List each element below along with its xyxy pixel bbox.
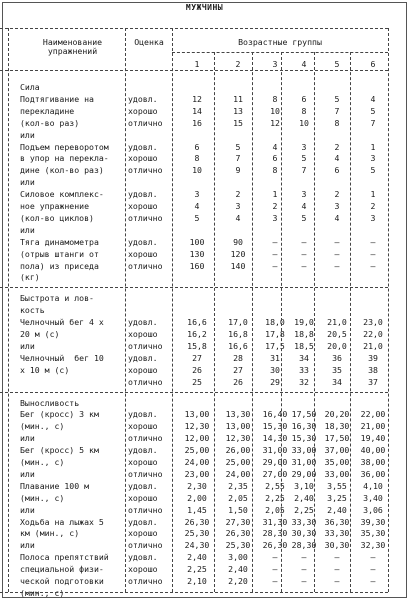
exercise-cell: Челночный бег 10	[20, 352, 104, 363]
value-cell: 3	[194, 189, 200, 200]
value-cell: 2,30	[187, 480, 207, 491]
grade-cell: хорошо	[128, 492, 158, 503]
value-cell: 13,00	[225, 421, 251, 432]
grade-cell: хорошо	[128, 421, 158, 432]
value-cell: 130	[189, 248, 205, 259]
exercise-cell: или	[20, 504, 35, 515]
grade-cell: отлично	[128, 468, 163, 479]
value-cell: 3	[301, 189, 307, 200]
value-cell: –	[370, 564, 376, 575]
exercise-cell: 20 м (с)	[20, 329, 60, 339]
exercise-cell: Силовое комплекс-	[20, 189, 104, 200]
value-cell: 7	[301, 165, 307, 176]
value-cell: 28,30	[262, 528, 288, 539]
value-cell: –	[334, 236, 340, 247]
value-cell: –	[334, 576, 340, 586]
value-cell: 28,30	[291, 540, 317, 551]
value-cell: 2,25	[265, 492, 285, 503]
grade-cell: удовл.	[128, 236, 158, 247]
grade-cell: хорошо	[128, 364, 158, 375]
value-cell: 2,20	[228, 576, 248, 586]
value-cell: –	[272, 552, 278, 563]
value-cell: –	[370, 576, 376, 586]
column-rule	[350, 52, 351, 592]
value-cell: –	[370, 248, 376, 259]
value-cell: 2,40	[187, 552, 207, 563]
value-cell: 1,45	[187, 504, 207, 515]
value-cell: 7	[235, 153, 241, 164]
value-cell: 2,00	[187, 492, 207, 503]
grade-cell: удовл.	[128, 516, 158, 527]
value-cell: 17,0	[228, 317, 248, 328]
value-cell: 2,40	[327, 504, 347, 515]
grade-cell: хорошо	[128, 248, 158, 259]
value-cell: 20,20	[324, 409, 350, 420]
exercise-cell: (мин., с)	[20, 587, 65, 598]
value-cell: 17,50	[291, 409, 317, 420]
value-cell: 26,30	[225, 528, 251, 539]
grade-cell: отлично	[128, 260, 163, 271]
value-cell: 32,30	[360, 540, 386, 551]
value-cell: 5	[194, 212, 200, 223]
age-group-header: 5	[334, 59, 340, 69]
value-cell: 3,25	[327, 492, 347, 503]
value-cell: 25	[192, 376, 202, 387]
value-cell: 38	[368, 364, 378, 375]
value-cell: 12	[192, 93, 202, 104]
value-cell: 28	[233, 352, 243, 363]
value-cell: 3	[370, 212, 376, 223]
grade-cell: хорошо	[128, 528, 158, 539]
grade-cell: хорошо	[128, 457, 158, 467]
column-rule	[314, 52, 315, 592]
exercise-cell: Быстрота и лов-	[20, 293, 94, 304]
value-cell: 8	[334, 117, 340, 128]
value-cell: 6	[301, 93, 307, 104]
value-cell: 1	[370, 189, 376, 200]
grade-cell: удовл.	[128, 445, 158, 456]
value-cell: 26	[192, 364, 202, 375]
column-rule	[281, 52, 282, 592]
column-rule	[214, 52, 215, 592]
column-rule	[125, 28, 126, 592]
value-cell: 12,30	[225, 433, 251, 444]
exercise-cell: (кол-во раз)	[20, 117, 80, 128]
value-cell: 13,30	[225, 409, 251, 420]
value-cell: 5	[301, 153, 307, 164]
grade-cell: удовл.	[128, 352, 158, 363]
exercise-cell: кость	[20, 305, 45, 316]
value-cell: 31,00	[291, 457, 317, 467]
value-cell: 29,00	[262, 457, 288, 467]
value-cell: –	[370, 552, 376, 563]
value-cell: 16,40	[262, 409, 288, 420]
grade-cell: удовл.	[128, 317, 158, 328]
exercise-cell: Подтягивание на	[20, 93, 94, 104]
value-cell: 21,0	[327, 317, 347, 328]
value-cell: 9	[235, 165, 241, 176]
value-cell: 24,00	[184, 457, 210, 467]
column-rule	[252, 52, 253, 592]
value-cell: 17,8	[265, 329, 285, 339]
value-cell: 27,00	[262, 468, 288, 479]
value-cell: 31	[270, 352, 280, 363]
value-cell: 2	[370, 201, 376, 211]
value-cell: 2,10	[187, 576, 207, 586]
value-cell: –	[301, 552, 307, 563]
value-cell: –	[370, 236, 376, 247]
value-cell: 2,25	[294, 504, 314, 515]
value-cell: 25,30	[225, 540, 251, 551]
table-bottom-rule	[0, 592, 388, 593]
value-cell: –	[272, 260, 278, 271]
exercise-cell: или	[20, 468, 35, 479]
value-cell: 2,05	[228, 492, 248, 503]
value-cell: 3	[334, 201, 340, 211]
value-cell: 37,00	[324, 445, 350, 456]
value-cell: 2,25	[187, 564, 207, 575]
value-cell: 2	[334, 189, 340, 200]
grade-cell: отлично	[128, 212, 163, 223]
grade-cell: отлично	[128, 540, 163, 551]
value-cell: –	[334, 552, 340, 563]
grade-cell: отлично	[128, 576, 163, 586]
exercise-cell: Сила	[20, 82, 40, 92]
grade-cell: хорошо	[128, 201, 158, 211]
value-cell: 2,40	[294, 492, 314, 503]
value-cell: 21,0	[363, 340, 383, 351]
grade-cell: удовл.	[128, 189, 158, 200]
value-cell: 6	[334, 165, 340, 176]
value-cell: 5	[370, 165, 376, 176]
value-cell: 4	[334, 153, 340, 164]
value-cell: 35,30	[360, 528, 386, 539]
exercise-cell: Полоса препятствий	[20, 552, 109, 563]
exercise-cell: (мин., с)	[20, 457, 65, 467]
value-cell: 33,30	[291, 516, 317, 527]
exercise-cell: х 10 м (с)	[20, 364, 70, 375]
value-cell: 6	[194, 141, 200, 152]
header-top-rule	[0, 28, 388, 29]
header-grade-label: Оценка	[134, 37, 164, 47]
exercise-cell: Подъем переворотом	[20, 141, 109, 152]
value-cell: 4	[235, 212, 241, 223]
exercise-cell: или	[20, 224, 35, 235]
value-cell: 22,00	[360, 409, 386, 420]
value-cell: 100	[189, 236, 205, 247]
header-bottom-rule	[0, 70, 388, 71]
value-cell: 34	[299, 352, 309, 363]
value-cell: 31,00	[262, 445, 288, 456]
value-cell: 160	[189, 260, 205, 271]
value-cell: 33,00	[291, 445, 317, 456]
value-cell: 29,00	[291, 468, 317, 479]
grade-cell: хорошо	[128, 105, 158, 116]
value-cell: 3,55	[327, 480, 347, 491]
value-cell: 140	[230, 260, 246, 271]
value-cell: 3,10	[294, 480, 314, 491]
value-cell: 12,00	[184, 433, 210, 444]
value-cell: 26,30	[184, 516, 210, 527]
value-cell: 40,00	[360, 445, 386, 456]
value-cell: 16,8	[228, 329, 248, 339]
value-cell: 10	[192, 165, 202, 176]
exercise-cell: км (мин., с)	[20, 528, 80, 539]
exercise-cell: пола) из приседа	[20, 260, 99, 271]
age-group-header: 1	[194, 59, 200, 69]
value-cell: –	[370, 260, 376, 271]
value-cell: 15,30	[262, 421, 288, 432]
exercise-cell: Плавание 100 м	[20, 480, 90, 491]
value-cell: 18,8	[294, 329, 314, 339]
exercise-cell: (отрыв штанги от	[20, 248, 99, 259]
header-exercise-label-2: упражнений	[47, 46, 98, 56]
value-cell: 3,00	[228, 552, 248, 563]
value-cell: –	[334, 260, 340, 271]
value-cell: 4	[194, 201, 200, 211]
value-cell: 8	[301, 105, 307, 116]
value-cell: 27,30	[225, 516, 251, 527]
value-cell: 16	[192, 117, 202, 128]
value-cell: 3,06	[363, 504, 383, 515]
value-cell: 2	[272, 201, 278, 211]
value-cell: 7	[334, 105, 340, 116]
value-cell: 4,10	[363, 480, 383, 491]
value-cell: 90	[233, 236, 243, 247]
value-cell: 2,55	[265, 480, 285, 491]
value-cell: 1,50	[228, 504, 248, 515]
value-cell: 17,50	[324, 433, 350, 444]
grade-cell: удовл.	[128, 552, 158, 563]
grade-cell: удовл.	[128, 480, 158, 491]
exercise-cell: ческой подготовки	[20, 576, 104, 586]
value-cell: 2	[235, 189, 241, 200]
value-cell: –	[301, 248, 307, 259]
value-cell: 20,0	[327, 340, 347, 351]
age-group-header: 4	[301, 59, 307, 69]
value-cell: 5	[235, 141, 241, 152]
value-cell: 26,00	[225, 445, 251, 456]
exercise-cell: Бег (кросс) 5 км	[20, 445, 99, 456]
column-rule	[388, 28, 389, 592]
value-cell: 17,5	[265, 340, 285, 351]
grade-cell: хорошо	[128, 329, 158, 339]
value-cell: 24,00	[225, 468, 251, 479]
value-cell: –	[301, 260, 307, 271]
value-cell: 15,30	[291, 433, 317, 444]
section-separator	[0, 287, 388, 288]
value-cell: 3	[370, 153, 376, 164]
value-cell: 36,30	[324, 516, 350, 527]
value-cell: –	[272, 576, 278, 586]
value-cell: 39,30	[360, 516, 386, 527]
value-cell: 8	[194, 153, 200, 164]
exercise-cell: или	[20, 129, 35, 140]
left-rule	[8, 28, 9, 592]
exercise-cell: ное упражнение	[20, 201, 90, 211]
value-cell: 4	[334, 212, 340, 223]
grade-cell: удовл.	[128, 141, 158, 152]
exercise-cell: Выносливость	[20, 397, 80, 408]
value-cell: 2,05	[265, 504, 285, 515]
value-cell: 19,40	[360, 433, 386, 444]
value-cell: 33	[299, 364, 309, 375]
value-cell: 4	[370, 93, 376, 104]
value-cell: 5	[370, 105, 376, 116]
exercise-cell: специальной физи-	[20, 564, 104, 575]
age-group-header: 3	[272, 59, 278, 69]
value-cell: 15,8	[187, 340, 207, 351]
value-cell: 29	[270, 376, 280, 387]
value-cell: 19,0	[294, 317, 314, 328]
exercise-cell: (мин., с)	[20, 421, 65, 432]
value-cell: 18,30	[324, 421, 350, 432]
header-exercise-label: Наименование	[42, 37, 103, 47]
header-age-label: Возрастные группы	[238, 37, 322, 47]
grade-cell: отлично	[128, 433, 163, 444]
age-group-header: 6	[370, 59, 376, 69]
value-cell: 25,00	[225, 457, 251, 467]
exercise-cell: в упор на перекла-	[20, 153, 109, 164]
value-cell: 5	[301, 212, 307, 223]
exercise-cell: Ходьба на лыжах 5	[20, 516, 104, 527]
value-cell: 11	[233, 93, 243, 104]
grade-cell: отлично	[128, 376, 163, 387]
value-cell: –	[272, 236, 278, 247]
value-cell: 30	[270, 364, 280, 375]
value-cell: 13,00	[184, 409, 210, 420]
value-cell: 38,00	[360, 457, 386, 467]
value-cell: 120	[230, 248, 246, 259]
value-cell: –	[272, 564, 278, 575]
age-group-header: 2	[235, 59, 241, 69]
exercise-cell: или	[20, 340, 35, 351]
value-cell: 7	[370, 117, 376, 128]
value-cell: 2,35	[228, 480, 248, 491]
value-cell: 4	[272, 141, 278, 152]
value-cell: 8	[272, 93, 278, 104]
value-cell: 20,5	[327, 329, 347, 339]
value-cell: 3,40	[363, 492, 383, 503]
value-cell: 13	[233, 105, 243, 116]
exercise-cell: или	[20, 433, 35, 444]
exercise-cell: дине (кол-во раз)	[20, 165, 104, 176]
value-cell: 33,30	[324, 528, 350, 539]
value-cell: 37	[368, 376, 378, 387]
value-cell: 14	[192, 105, 202, 116]
exercise-cell: (мин., с)	[20, 492, 65, 503]
value-cell: –	[334, 248, 340, 259]
age-subheader-rule	[172, 52, 388, 53]
value-cell: 16,6	[187, 317, 207, 328]
value-cell: 16,6	[228, 340, 248, 351]
grade-cell: хорошо	[128, 153, 158, 164]
value-cell: –	[301, 236, 307, 247]
value-cell: 35	[332, 364, 342, 375]
value-cell: 32	[299, 376, 309, 387]
value-cell: 2,40	[228, 564, 248, 575]
value-cell: 14,30	[262, 433, 288, 444]
value-cell: 27	[192, 352, 202, 363]
value-cell: 12,30	[184, 421, 210, 432]
exercise-cell: или	[20, 540, 35, 551]
exercise-cell: Бег (кросс) 3 км	[20, 409, 99, 420]
value-cell: 18,0	[265, 317, 285, 328]
value-cell: 4	[301, 201, 307, 211]
value-cell: 1	[370, 141, 376, 152]
value-cell: 6	[272, 153, 278, 164]
value-cell: 30,30	[324, 540, 350, 551]
value-cell: 18,5	[294, 340, 314, 351]
value-cell: 16,30	[291, 421, 317, 432]
value-cell: 3	[235, 201, 241, 211]
exercise-cell: или	[20, 177, 35, 188]
value-cell: 35,00	[324, 457, 350, 467]
exercise-cell: (кг)	[20, 272, 40, 283]
value-cell: 5	[334, 93, 340, 104]
value-cell: 24,30	[184, 540, 210, 551]
grade-cell: хорошо	[128, 564, 158, 575]
value-cell: 23,0	[363, 317, 383, 328]
column-rule	[172, 28, 173, 592]
value-cell: 15	[233, 117, 243, 128]
value-cell: 36	[332, 352, 342, 363]
grade-cell: отлично	[128, 165, 163, 176]
exercise-cell: перекладине	[20, 105, 75, 116]
value-cell: 22,0	[363, 329, 383, 339]
exercise-cell: Челночный бег 4 х	[20, 317, 104, 328]
value-cell: 16,2	[187, 329, 207, 339]
value-cell: 27	[233, 364, 243, 375]
value-cell: 1	[272, 189, 278, 200]
section-separator	[0, 392, 388, 393]
grade-cell: отлично	[128, 504, 163, 515]
grade-cell: удовл.	[128, 93, 158, 104]
value-cell: 33,00	[324, 468, 350, 479]
grade-cell: отлично	[128, 340, 163, 351]
value-cell: 23,00	[184, 468, 210, 479]
exercise-cell: Тяга динамометра	[20, 236, 99, 247]
grade-cell: удовл.	[128, 409, 158, 420]
value-cell: 21,00	[360, 421, 386, 432]
value-cell: 39	[368, 352, 378, 363]
value-cell: –	[301, 564, 307, 575]
value-cell: 8	[272, 165, 278, 176]
value-cell: 36,00	[360, 468, 386, 479]
value-cell: 2	[334, 141, 340, 152]
page-title: МУЖЧИНЫ	[185, 3, 224, 12]
value-cell: 26	[233, 376, 243, 387]
value-cell: 12	[270, 117, 280, 128]
value-cell: 30,30	[291, 528, 317, 539]
value-cell: 3	[301, 141, 307, 152]
value-cell: 25,00	[184, 445, 210, 456]
value-cell: 31,30	[262, 516, 288, 527]
value-cell: –	[272, 248, 278, 259]
value-cell: –	[334, 564, 340, 575]
value-cell: 34	[332, 376, 342, 387]
value-cell: 25,30	[184, 528, 210, 539]
grade-cell: отлично	[128, 117, 163, 128]
exercise-cell: (кол-во циклов)	[20, 212, 94, 223]
value-cell: 10	[299, 117, 309, 128]
value-cell: 3	[272, 212, 278, 223]
value-cell: 10	[270, 105, 280, 116]
value-cell: 26,30	[262, 540, 288, 551]
value-cell: –	[301, 576, 307, 586]
